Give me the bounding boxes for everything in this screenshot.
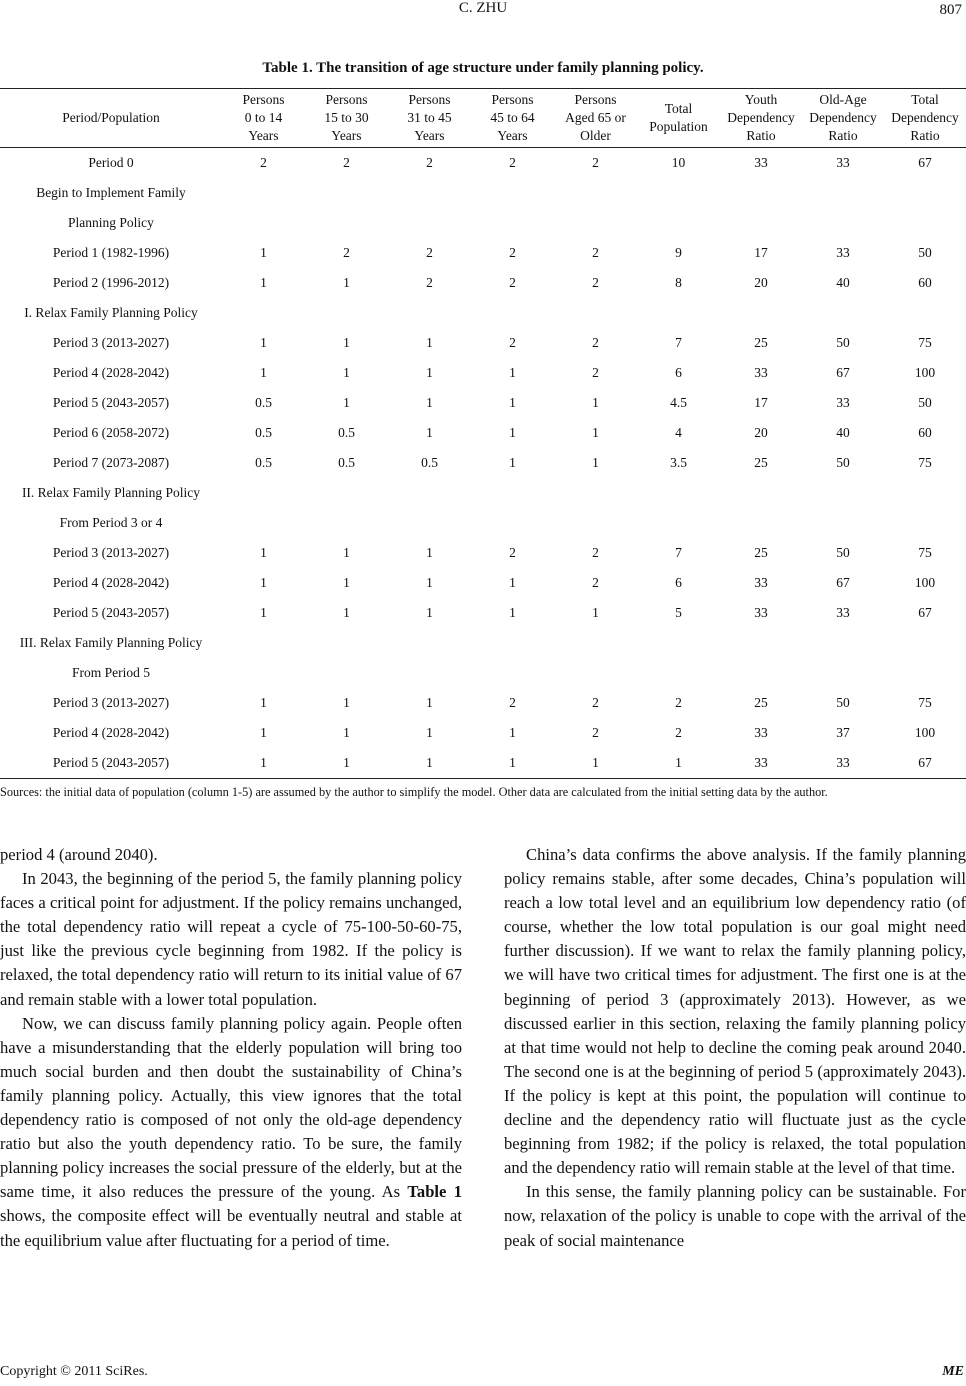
row-label-cell: Planning Policy (68, 215, 154, 230)
table-row (0, 568, 966, 598)
table-cell: 17 (754, 395, 768, 410)
column-header (471, 89, 554, 148)
table-cell: 1 (426, 725, 433, 740)
column-header-line: Years (331, 128, 362, 143)
table-cell: 2 (509, 245, 516, 260)
table-cell: 1 (260, 605, 267, 620)
table-cell: 1 (305, 748, 388, 779)
table-row (0, 388, 966, 418)
column-header-line: Years (497, 128, 528, 143)
table-cell: 1 (260, 545, 267, 560)
table-cell (802, 508, 884, 538)
row-label-cell: From Period 3 or 4 (59, 515, 163, 530)
paragraph: In 2043, the beginning of the period 5, the family planning policy faces a critical point for adjustment. If the policy remains unchanged, the total dependency ratio will repeat a cycle of 75-100-50-60-75, just like the previous cycle beginning from 1982. If the policy is relaxed, the total dependency ratio will return to its initial value of 67 and remain stable with a lower total population. (0, 869, 462, 1009)
table-cell: 2 (509, 545, 516, 560)
table-cell (471, 508, 554, 538)
table-cell: 33 (754, 605, 768, 620)
table-cell: 75 (918, 695, 932, 710)
table-cell (305, 658, 388, 688)
table-cell (554, 658, 637, 688)
table-cell: 75 (918, 455, 932, 470)
table-cell (471, 478, 554, 508)
table-cell: 1 (343, 545, 350, 560)
table-cell: 1 (343, 575, 350, 590)
paragraph: period 4 (around 2040). (0, 845, 158, 864)
table-cell: 2 (260, 155, 267, 170)
table-cell: 8 (675, 275, 682, 290)
table-cell (802, 658, 884, 688)
column-header-line: Aged 65 or (565, 110, 626, 125)
row-label-cell: Period 5 (2043-2057) (52, 605, 170, 620)
table-row (0, 748, 966, 779)
table-cell: 2 (592, 695, 599, 710)
table-cell (471, 628, 554, 658)
table-cell: 67 (836, 575, 850, 590)
table-cell: 33 (802, 748, 884, 779)
table-cell (720, 178, 802, 208)
table-cell: 1 (260, 335, 267, 350)
footer-copyright: Copyright © 2011 SciRes. (0, 1364, 148, 1379)
table-cell: 9 (675, 245, 682, 260)
table-cell (720, 508, 802, 538)
table-cell: 1 (260, 245, 267, 260)
column-header-line: Total (664, 101, 693, 116)
table-cell: 20 (754, 425, 768, 440)
table-cell: 2 (592, 245, 599, 260)
table-row (0, 148, 966, 179)
table-cell: 1 (554, 748, 637, 779)
table-row (0, 508, 966, 538)
table-cell: 6 (675, 575, 682, 590)
table-cell: 2 (426, 275, 433, 290)
table-caption: Table 1. The transition of age structure under family planning policy. (262, 60, 704, 76)
column-header (222, 89, 305, 148)
row-label-cell: Period 4 (2028-2042) (52, 365, 170, 380)
table-row (0, 538, 966, 568)
body-column-left (0, 843, 462, 1253)
table-cell: 33 (754, 725, 768, 740)
table-cell (222, 178, 305, 208)
table-cell: 100 (914, 725, 936, 740)
table-cell: 75 (918, 335, 932, 350)
table-cell: 1 (426, 365, 433, 380)
table-cell (884, 658, 966, 688)
column-header-line: 31 to 45 (407, 110, 452, 125)
table-cell: 2 (426, 155, 433, 170)
table-cell: 2 (592, 365, 599, 380)
row-label-cell: From Period 5 (71, 665, 150, 680)
table-cell (637, 298, 720, 328)
table-cell (471, 208, 554, 238)
table-cell: 50 (918, 395, 932, 410)
table-cell (802, 178, 884, 208)
table-cell: 1 (592, 425, 599, 440)
table-cell (388, 208, 471, 238)
table-cell (554, 178, 637, 208)
table-cell: 7 (675, 335, 682, 350)
table-cell (884, 478, 966, 508)
table-cell: 2 (675, 725, 682, 740)
column-header-line: Ratio (746, 128, 776, 143)
table-cell: 33 (836, 245, 850, 260)
footer-journal: ME (942, 1364, 964, 1379)
row-label-cell: Period 4 (2028-2042) (52, 725, 170, 740)
table-cell (720, 478, 802, 508)
table-cell: 1 (471, 748, 554, 779)
table-cell: 37 (836, 725, 850, 740)
table-cell (802, 298, 884, 328)
table-cell: 3.5 (670, 455, 687, 470)
table-cell: 1 (260, 365, 267, 380)
table-cell: 1 (343, 395, 350, 410)
table-cell: 1 (260, 575, 267, 590)
column-header (305, 89, 388, 148)
column-header-line: Years (414, 128, 445, 143)
table-cell: 2 (592, 155, 599, 170)
table-cell: 40 (836, 425, 850, 440)
column-header-line: Dependency (809, 110, 877, 125)
running-header-author: C. ZHU (458, 0, 508, 16)
table-cell (637, 658, 720, 688)
table-cell (802, 478, 884, 508)
table-cell (222, 298, 305, 328)
table-row (0, 478, 966, 508)
age-structure-table (0, 88, 966, 779)
table-cell: 1 (343, 365, 350, 380)
table-cell: 1 (343, 275, 350, 290)
table-row (0, 448, 966, 478)
table-cell: 60 (918, 275, 932, 290)
column-header-line: Persons (574, 92, 617, 107)
column-header-line: Dependency (727, 110, 795, 125)
table-cell: 33 (720, 748, 802, 779)
table-cell: 1 (426, 335, 433, 350)
table-cell (802, 628, 884, 658)
row-label-cell: Begin to Implement Family (36, 185, 186, 200)
table-cell: 2 (509, 275, 516, 290)
column-header-line: Dependency (891, 110, 959, 125)
row-label-cell: Period 3 (2013-2027) (52, 335, 170, 350)
column-header (637, 89, 720, 148)
table-cell: 50 (836, 455, 850, 470)
table-cell: 1 (426, 545, 433, 560)
table-cell: 50 (836, 695, 850, 710)
table-cell: 2 (343, 155, 350, 170)
table-cell (222, 208, 305, 238)
row-label-cell: Period 2 (1996-2012) (52, 275, 170, 290)
row-label-cell: Period 4 (2028-2042) (52, 575, 170, 590)
table-cell: 5 (675, 605, 682, 620)
table-cell: 0.5 (255, 395, 272, 410)
column-header (554, 89, 637, 148)
column-header-line: Persons (325, 92, 368, 107)
table-cell (637, 178, 720, 208)
table-cell: 1 (426, 575, 433, 590)
table-cell: 2 (592, 575, 599, 590)
table-cell (637, 508, 720, 538)
table-cell (554, 508, 637, 538)
table-cell (554, 298, 637, 328)
table-cell (222, 658, 305, 688)
table-cell: 1 (592, 455, 599, 470)
table-row (0, 688, 966, 718)
paragraph (0, 1012, 462, 1253)
table-cell (802, 208, 884, 238)
table-row (0, 628, 966, 658)
column-header-line: Older (580, 128, 611, 143)
table-cell: 1 (509, 605, 516, 620)
column-header (0, 89, 222, 148)
table-cell: 1 (509, 725, 516, 740)
table-cell (720, 298, 802, 328)
table-cell: 40 (836, 275, 850, 290)
table-cell: 2 (592, 335, 599, 350)
table-cell: 33 (754, 575, 768, 590)
table-row (0, 418, 966, 448)
table-cell: 67 (918, 155, 932, 170)
column-header-line: Ratio (910, 128, 940, 143)
table-cell: 25 (754, 335, 768, 350)
column-header (388, 89, 471, 148)
table-row (0, 298, 966, 328)
table-row (0, 178, 966, 208)
table-cell (305, 208, 388, 238)
table-cell: 2 (509, 335, 516, 350)
row-label-cell: Period 6 (2058-2072) (52, 425, 170, 440)
column-header (802, 89, 884, 148)
table-cell: 1 (592, 605, 599, 620)
table-header-row (0, 89, 966, 148)
table-cell: 1 (509, 575, 516, 590)
table-cell: 33 (836, 395, 850, 410)
table-cell: 50 (836, 335, 850, 350)
table-cell: 25 (754, 695, 768, 710)
column-header-line: 0 to 14 (244, 110, 283, 125)
table-cell (884, 508, 966, 538)
table-cell (388, 658, 471, 688)
table-cell: 33 (836, 155, 850, 170)
table-cell (720, 658, 802, 688)
table-cell: 1 (426, 395, 433, 410)
table-cell: 33 (754, 365, 768, 380)
table-cell: 2 (509, 695, 516, 710)
table-cell: 25 (754, 455, 768, 470)
page-number: 807 (939, 2, 962, 18)
table-cell: 2 (592, 275, 599, 290)
table-cell (388, 298, 471, 328)
row-label-cell: III. Relax Family Planning Policy (19, 635, 203, 650)
table-cell (388, 508, 471, 538)
table-cell (471, 658, 554, 688)
body-column-right (504, 843, 966, 1253)
table-cell: 0.5 (338, 425, 355, 440)
row-label-cell: Period 5 (2043-2057) (52, 395, 170, 410)
table-cell: 4 (675, 425, 682, 440)
table-row (0, 358, 966, 388)
row-label-cell: Period 1 (1982-1996) (52, 245, 170, 260)
table-cell: 1 (426, 605, 433, 620)
table-cell: 0.5 (421, 455, 438, 470)
table-cell (388, 628, 471, 658)
table-cell: 67 (918, 605, 932, 620)
column-header-line: Persons (491, 92, 534, 107)
column-header (720, 89, 802, 148)
table-cell: 75 (918, 545, 932, 560)
column-header-line: 45 to 64 (490, 110, 535, 125)
table-cell: 4.5 (670, 395, 687, 410)
table-cell: 100 (914, 365, 936, 380)
table-cell (554, 208, 637, 238)
row-label-cell: Period 5 (2043-2057) (0, 748, 222, 779)
table-cell (305, 178, 388, 208)
table-cell (388, 178, 471, 208)
table-cell: 1 (260, 695, 267, 710)
table-cell (305, 508, 388, 538)
table-cell: 33 (754, 155, 768, 170)
table-cell (388, 478, 471, 508)
table-cell: 1 (388, 748, 471, 779)
column-header (884, 89, 966, 148)
table-cell (222, 508, 305, 538)
column-header-line: Persons (242, 92, 285, 107)
table-cell (884, 178, 966, 208)
table-cell: 100 (914, 575, 936, 590)
table-cell: 0.5 (338, 455, 355, 470)
table-cell (720, 208, 802, 238)
column-header-line: Period/Population (62, 110, 160, 125)
table-cell: 2 (675, 695, 682, 710)
column-header-line: Old-Age (819, 92, 867, 107)
column-header-line: Youth (744, 92, 778, 107)
table-cell: 2 (426, 245, 433, 260)
table-cell (305, 478, 388, 508)
table-row (0, 328, 966, 358)
row-label-cell: II. Relax Family Planning Policy (21, 485, 201, 500)
column-header-line: Total (911, 92, 939, 107)
table-cell (554, 628, 637, 658)
table-cell: 1 (509, 395, 516, 410)
row-label-cell: Period 3 (2013-2027) (52, 695, 170, 710)
table-cell: 20 (754, 275, 768, 290)
table-cell (305, 298, 388, 328)
table-cell: 2 (509, 155, 516, 170)
table-sources-note: Sources: the initial data of population (column 1-5) are assumed by the author to simplify the model. Other data are calculated from the initial setting data by the author. (0, 785, 828, 799)
row-label-cell: Period 0 (88, 155, 134, 170)
table-cell: 60 (918, 425, 932, 440)
table-cell: 0.5 (255, 425, 272, 440)
table-cell: 1 (343, 695, 350, 710)
table-cell: 17 (754, 245, 768, 260)
table-cell: 1 (343, 725, 350, 740)
table-cell: 6 (675, 365, 682, 380)
table-cell (222, 478, 305, 508)
table-cell (554, 478, 637, 508)
table-reference: Table 1 (407, 1182, 462, 1202)
table-cell: 1 (222, 748, 305, 779)
table-cell: 2 (592, 545, 599, 560)
column-header-line: Years (248, 128, 279, 143)
table-row (0, 268, 966, 298)
table-cell: 67 (836, 365, 850, 380)
column-header-line: Ratio (828, 128, 858, 143)
table-cell: 1 (260, 275, 267, 290)
table-cell (471, 298, 554, 328)
table-cell (637, 478, 720, 508)
table-cell: 1 (426, 695, 433, 710)
table-cell: 10 (671, 155, 686, 170)
table-cell: 67 (884, 748, 966, 779)
table-cell: 0.5 (255, 455, 272, 470)
table-cell (637, 628, 720, 658)
table-row (0, 598, 966, 628)
table-cell (884, 298, 966, 328)
table-cell: 33 (836, 605, 850, 620)
table-cell: 2 (592, 725, 599, 740)
table-cell: 2 (343, 245, 350, 260)
table-cell: 25 (754, 545, 768, 560)
table-row (0, 718, 966, 748)
column-header-line: 15 to 30 (324, 110, 369, 125)
table-cell (884, 628, 966, 658)
paragraph: China’s data confirms the above analysis. If the family planning policy remains stable, after some decades, China’s population will reach a low total level and an equilibrium low dependency ratio (of course, whether the low total population is our goal might need further discussion). If we want to relax the family planning policy, we will have two critical times for adjustment. The first one is at the beginning of period 3 (approximately 2013). However, as we discussed earlier in this section, relaxing the family planning policy at that time would not help to decline the coming peak around 2040. The second one is at the beginning of period 5 (approximately 2043). If the policy is kept at this point, the population will continue to decline and the dependency ratio will fluctuate just as the cycle beginning from 1982; if the policy is relaxed, the total population and the dependency ratio will remain stable at the level of that time. (504, 845, 966, 1178)
table-cell (471, 178, 554, 208)
table-cell (222, 628, 305, 658)
table-cell: 1 (343, 605, 350, 620)
table-cell: 1 (426, 425, 433, 440)
paragraph-text: shows, the composite effect will be eventually neutral and stable at the equilibrium value after fluctuating for a period of time. (0, 1206, 462, 1250)
table-cell: 50 (918, 245, 932, 260)
table-cell: 1 (509, 425, 516, 440)
table-row (0, 208, 966, 238)
table-row (0, 658, 966, 688)
column-header-line: Population (649, 119, 708, 134)
table-cell: 1 (637, 748, 720, 779)
table-row (0, 238, 966, 268)
paragraph-text: Now, we can discuss family planning policy again. People often have a misunderstanding that the elderly population will bring too much social burden and then doubt the sustainability of China’s family planning policy. Actually, this view ignores that the total dependency ratio is composed of not only the old-age dependency ratio but also the youth dependency ratio. To be sure, the family planning policy increases the social pressure of the elderly, but at the same time, it also reduces the pressure of the young. As (0, 1013, 462, 1202)
table-cell: 1 (592, 395, 599, 410)
row-label-cell: Period 7 (2073-2087) (52, 455, 170, 470)
table-cell: 1 (343, 335, 350, 350)
column-header-line: Persons (408, 92, 451, 107)
table-cell: 7 (675, 545, 682, 560)
table-cell (305, 628, 388, 658)
table-cell: 50 (836, 545, 850, 560)
table-cell: 1 (260, 725, 267, 740)
row-label-cell: I. Relax Family Planning Policy (24, 305, 198, 320)
table-body (0, 148, 966, 779)
table-cell (720, 628, 802, 658)
row-label-cell: Period 3 (2013-2027) (52, 545, 170, 560)
table-cell (637, 208, 720, 238)
table-cell (884, 208, 966, 238)
table-cell: 1 (509, 455, 516, 470)
paragraph: In this sense, the family planning policy can be sustainable. For now, relaxation of the policy is unable to cope with the arrival of the peak of social maintenance (504, 1182, 966, 1250)
table-cell: 1 (509, 365, 516, 380)
